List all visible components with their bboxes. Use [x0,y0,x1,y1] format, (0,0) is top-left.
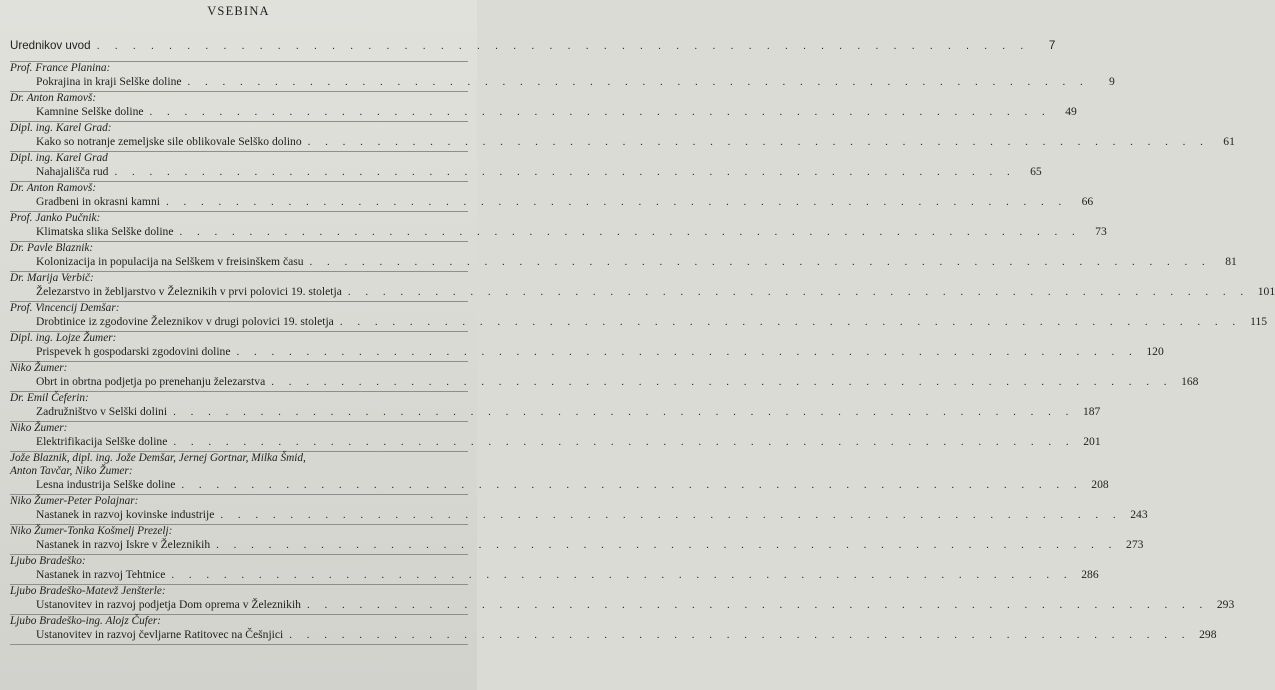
dot-leader: . . . . . . . . . . . . . . . . . . . . . . . . . . . . . . . . . . . . . . . . . . . . . . . . . . . . [307,136,1209,148]
toc-entry [10,555,1099,585]
toc-entry [10,615,1217,645]
entry-author: Prof. Vincencij Demšar: [10,302,120,314]
entry-page-number: 73 [1095,225,1107,238]
dot-leader: . . . . . . . . . . . . . . . . . . . . . . . . . . . . . . . . . . . . . . . . . . . . . . . . . . . . [309,256,1211,268]
entry-author: Niko Žumer-Tonka Košmelj Prezelj: [10,525,173,537]
entry-page-number: 101 [1257,285,1275,298]
entry-page-number: 168 [1181,375,1199,388]
entry-title: Kako so notranje zemeljske sile oblikovale Selško dolino [36,135,302,148]
entry-title-line [36,508,1148,522]
entry-title: Nastanek in razvoj Tehtnice [36,568,166,581]
entry-title-line [36,135,1235,149]
entry-title-line [36,568,1099,582]
dot-leader: . . . . . . . . . . . . . . . . . . . . . . . . . . . . . . . . . . . . . . . . . . . . . . . . . . . . [173,406,1075,418]
dot-leader: . . . . . . . . . . . . . . . . . . . . . . . . . . . . . . . . . . . . . . . . . . . . . . . . . . . . [179,226,1081,238]
entry-page-number: 49 [1065,105,1077,118]
entry-title-line [10,38,1056,54]
dot-leader: . . . . . . . . . . . . . . . . . . . . . . . . . . . . . . . . . . . . . . . . . . . . . . . . . . . . [114,166,1016,178]
entry-page-number: 293 [1216,598,1235,611]
entry-title: Zadružništvo v Selški dolini [36,405,168,418]
entry-author: Dipl. ing. Karel Grad [10,152,108,164]
entry-title: Gradbeni in okrasni kamni [36,195,160,208]
entry-page-number: 208 [1091,478,1109,491]
entry-title-line [36,105,1077,119]
toc-entry [10,152,1042,182]
entry-title-line [36,435,1101,449]
entry-author: Dr. Anton Ramovš: [10,92,97,104]
entry-page-number: 243 [1130,508,1148,521]
toc-entry [10,422,1101,452]
entry-author: Ljubo Bradeško: [10,555,86,567]
dot-leader: . . . . . . . . . . . . . . . . . . . . . . . . . . . . . . . . . . . . . . . . . . . . . . . . . . . . [173,436,1075,448]
entry-title: Nastanek in razvoj kovinske industrije [36,508,215,521]
dot-leader: . . . . . . . . . . . . . . . . . . . . . . . . . . . . . . . . . . . . . . . . . . . . . . . . . . . . [187,76,1089,88]
entry-title: Kamnine Selške doline [36,105,144,118]
entry-title: Železarstvo in žebljarstvo v Železnikih v prvi polovici 19. stoletja [36,285,342,298]
entry-page-number: 66 [1081,195,1094,208]
entry-page-number: 273 [1126,538,1144,551]
entry-title-line [36,255,1237,269]
entry-author: Prof. Janko Pučnik: [10,212,101,224]
entry-title: Obrt in obrtna podjetja po prenehanju železarstva [36,375,266,388]
entry-page-number: 120 [1146,345,1164,358]
entry-author: Dipl. ing. Lojze Žumer: [10,332,117,344]
dot-leader: . . . . . . . . . . . . . . . . . . . . . . . . . . . . . . . . . . . . . . . . . . . . . . . . . . . . [165,196,1068,208]
entry-page-number: 9 [1109,75,1115,88]
entry-title-line [36,345,1164,359]
dot-leader: . . . . . . . . . . . . . . . . . . . . . . . . . . . . . . . . . . . . . . . . . . . . . . . . . . . . [289,629,1191,641]
entry-page-number: 81 [1225,255,1237,268]
entry-title: Nahajališča rud [36,165,109,178]
toc-entry [10,585,1235,615]
entry-title-line [36,225,1107,239]
toc-entry [10,242,1237,272]
entry-title: Kolonizacija in populacija na Selškem v freisinškem času [36,255,304,268]
toc-entry [10,302,1268,332]
toc-entry [10,332,1164,362]
entry-title: Prispevek h gospodarski zgodovini doline [36,345,231,358]
entry-title-line [36,285,1275,299]
toc-entry [10,495,1148,525]
entry-author: Dr. Marija Verbič: [10,272,94,284]
toc-entry [10,38,1056,62]
entry-title-line [36,628,1217,642]
entry-title-line [36,598,1235,612]
toc-entry [10,92,1077,122]
dot-leader: . . . . . . . . . . . . . . . . . . . . . . . . . . . . . . . . . . . . . . . . . . . . . . . . . . . . [306,599,1209,611]
toc-entry [10,392,1101,422]
entry-title-line [36,165,1042,179]
dot-leader: . . . . . . . . . . . . . . . . . . . . . . . . . . . . . . . . . . . . . . . . . . . . . . . . . . . . [271,376,1173,388]
dot-leader: . . . . . . . . . . . . . . . . . . . . . . . . . . . . . . . . . . . . . . . . . . . . . . . . . . . . [149,106,1051,118]
entry-author: Ljubo Bradeško-ing. Alojz Čufer: [10,615,162,627]
entry-author: Dipl. ing. Karel Grad: [10,122,112,134]
entry-page-number: 7 [1048,39,1056,52]
toc-entry [10,452,1109,495]
entry-author: Dr. Pavle Blaznik: [10,242,94,254]
entry-title: Ustanovitev in razvoj čevljarne Ratitovec na Češnjici [36,628,284,641]
entry-title-line [36,315,1268,329]
toc-entry [10,182,1094,212]
dot-leader: . . . . . . . . . . . . . . . . . . . . . . . . . . . . . . . . . . . . . . . . . . . . . . . . . . . . [347,286,1250,298]
toc-entry [10,122,1235,152]
entry-title: Pokrajina in kraji Selške doline [36,75,182,88]
dot-leader: . . . . . . . . . . . . . . . . . . . . . . . . . . . . . . . . . . . . . . . . . . . . . . . . . . . . [96,40,1030,52]
entry-page-number: 115 [1250,315,1268,328]
entry-page-number: 298 [1199,628,1217,641]
entry-author: Niko Žumer-Peter Polajnar: [10,495,139,507]
dot-leader: . . . . . . . . . . . . . . . . . . . . . . . . . . . . . . . . . . . . . . . . . . . . . . . . . . . . [171,569,1073,581]
entry-title-line [36,75,1115,89]
entry-title-line [36,478,1109,492]
dot-leader: . . . . . . . . . . . . . . . . . . . . . . . . . . . . . . . . . . . . . . . . . . . . . . . . . . . . [220,509,1122,521]
entry-title-line [36,405,1101,419]
toc-entry [10,62,1115,92]
entry-title-line [36,375,1199,389]
entry-author: Dr. Anton Ramovš: [10,182,97,194]
entry-author: Ljubo Bradeško-Matevž Jenšterle: [10,585,166,597]
entry-title: Urednikov uvod [10,39,91,52]
entry-title: Klimatska slika Selške doline [36,225,174,238]
entry-page-number: 201 [1083,435,1101,448]
toc-entry [10,212,1107,242]
table-of-contents [10,38,1275,645]
entry-title: Nastanek in razvoj Iskre v Železnikih [36,538,211,551]
toc-entry [10,362,1199,392]
entry-title: Ustanovitev in razvoj podjetja Dom oprema v Železnikih [36,598,301,611]
entry-page-number: 187 [1082,405,1101,418]
entry-author: Jože Blaznik, dipl. ing. Jože Demšar, Jernej Gortnar, Milka Šmid, [10,452,306,464]
entry-page-number: 61 [1223,135,1235,148]
entry-author: Niko Žumer: [10,362,68,374]
dot-leader: . . . . . . . . . . . . . . . . . . . . . . . . . . . . . . . . . . . . . . . . . . . . . . . . . . . . [339,316,1242,328]
entry-page-number: 65 [1030,165,1042,178]
dot-leader: . . . . . . . . . . . . . . . . . . . . . . . . . . . . . . . . . . . . . . . . . . . . . . . . . . . . [181,479,1083,491]
dot-leader: . . . . . . . . . . . . . . . . . . . . . . . . . . . . . . . . . . . . . . . . . . . . . . . . . . . . [216,539,1118,551]
dot-leader: . . . . . . . . . . . . . . . . . . . . . . . . . . . . . . . . . . . . . . . . . . . . . . . . . . . . [236,346,1138,358]
entry-title-line [36,538,1144,552]
entry-author-continued: Anton Tavčar, Niko Žumer: [10,465,133,477]
entry-title: Drobtinice iz zgodovine Železnikov v drugi polovici 19. stoletja [36,315,334,328]
contents-heading: VSEBINA [207,4,270,18]
entry-author: Prof. France Planina: [10,62,111,74]
toc-entry [10,272,1275,302]
toc-entry [10,525,1144,555]
entry-title: Elektrifikacija Selške doline [36,435,168,448]
entry-page-number: 286 [1081,568,1099,581]
entry-title-line [36,195,1094,209]
entry-author: Dr. Emil Čeferin: [10,392,89,404]
entry-author: Niko Žumer: [10,422,68,434]
entry-title: Lesna industrija Selške doline [36,478,176,491]
